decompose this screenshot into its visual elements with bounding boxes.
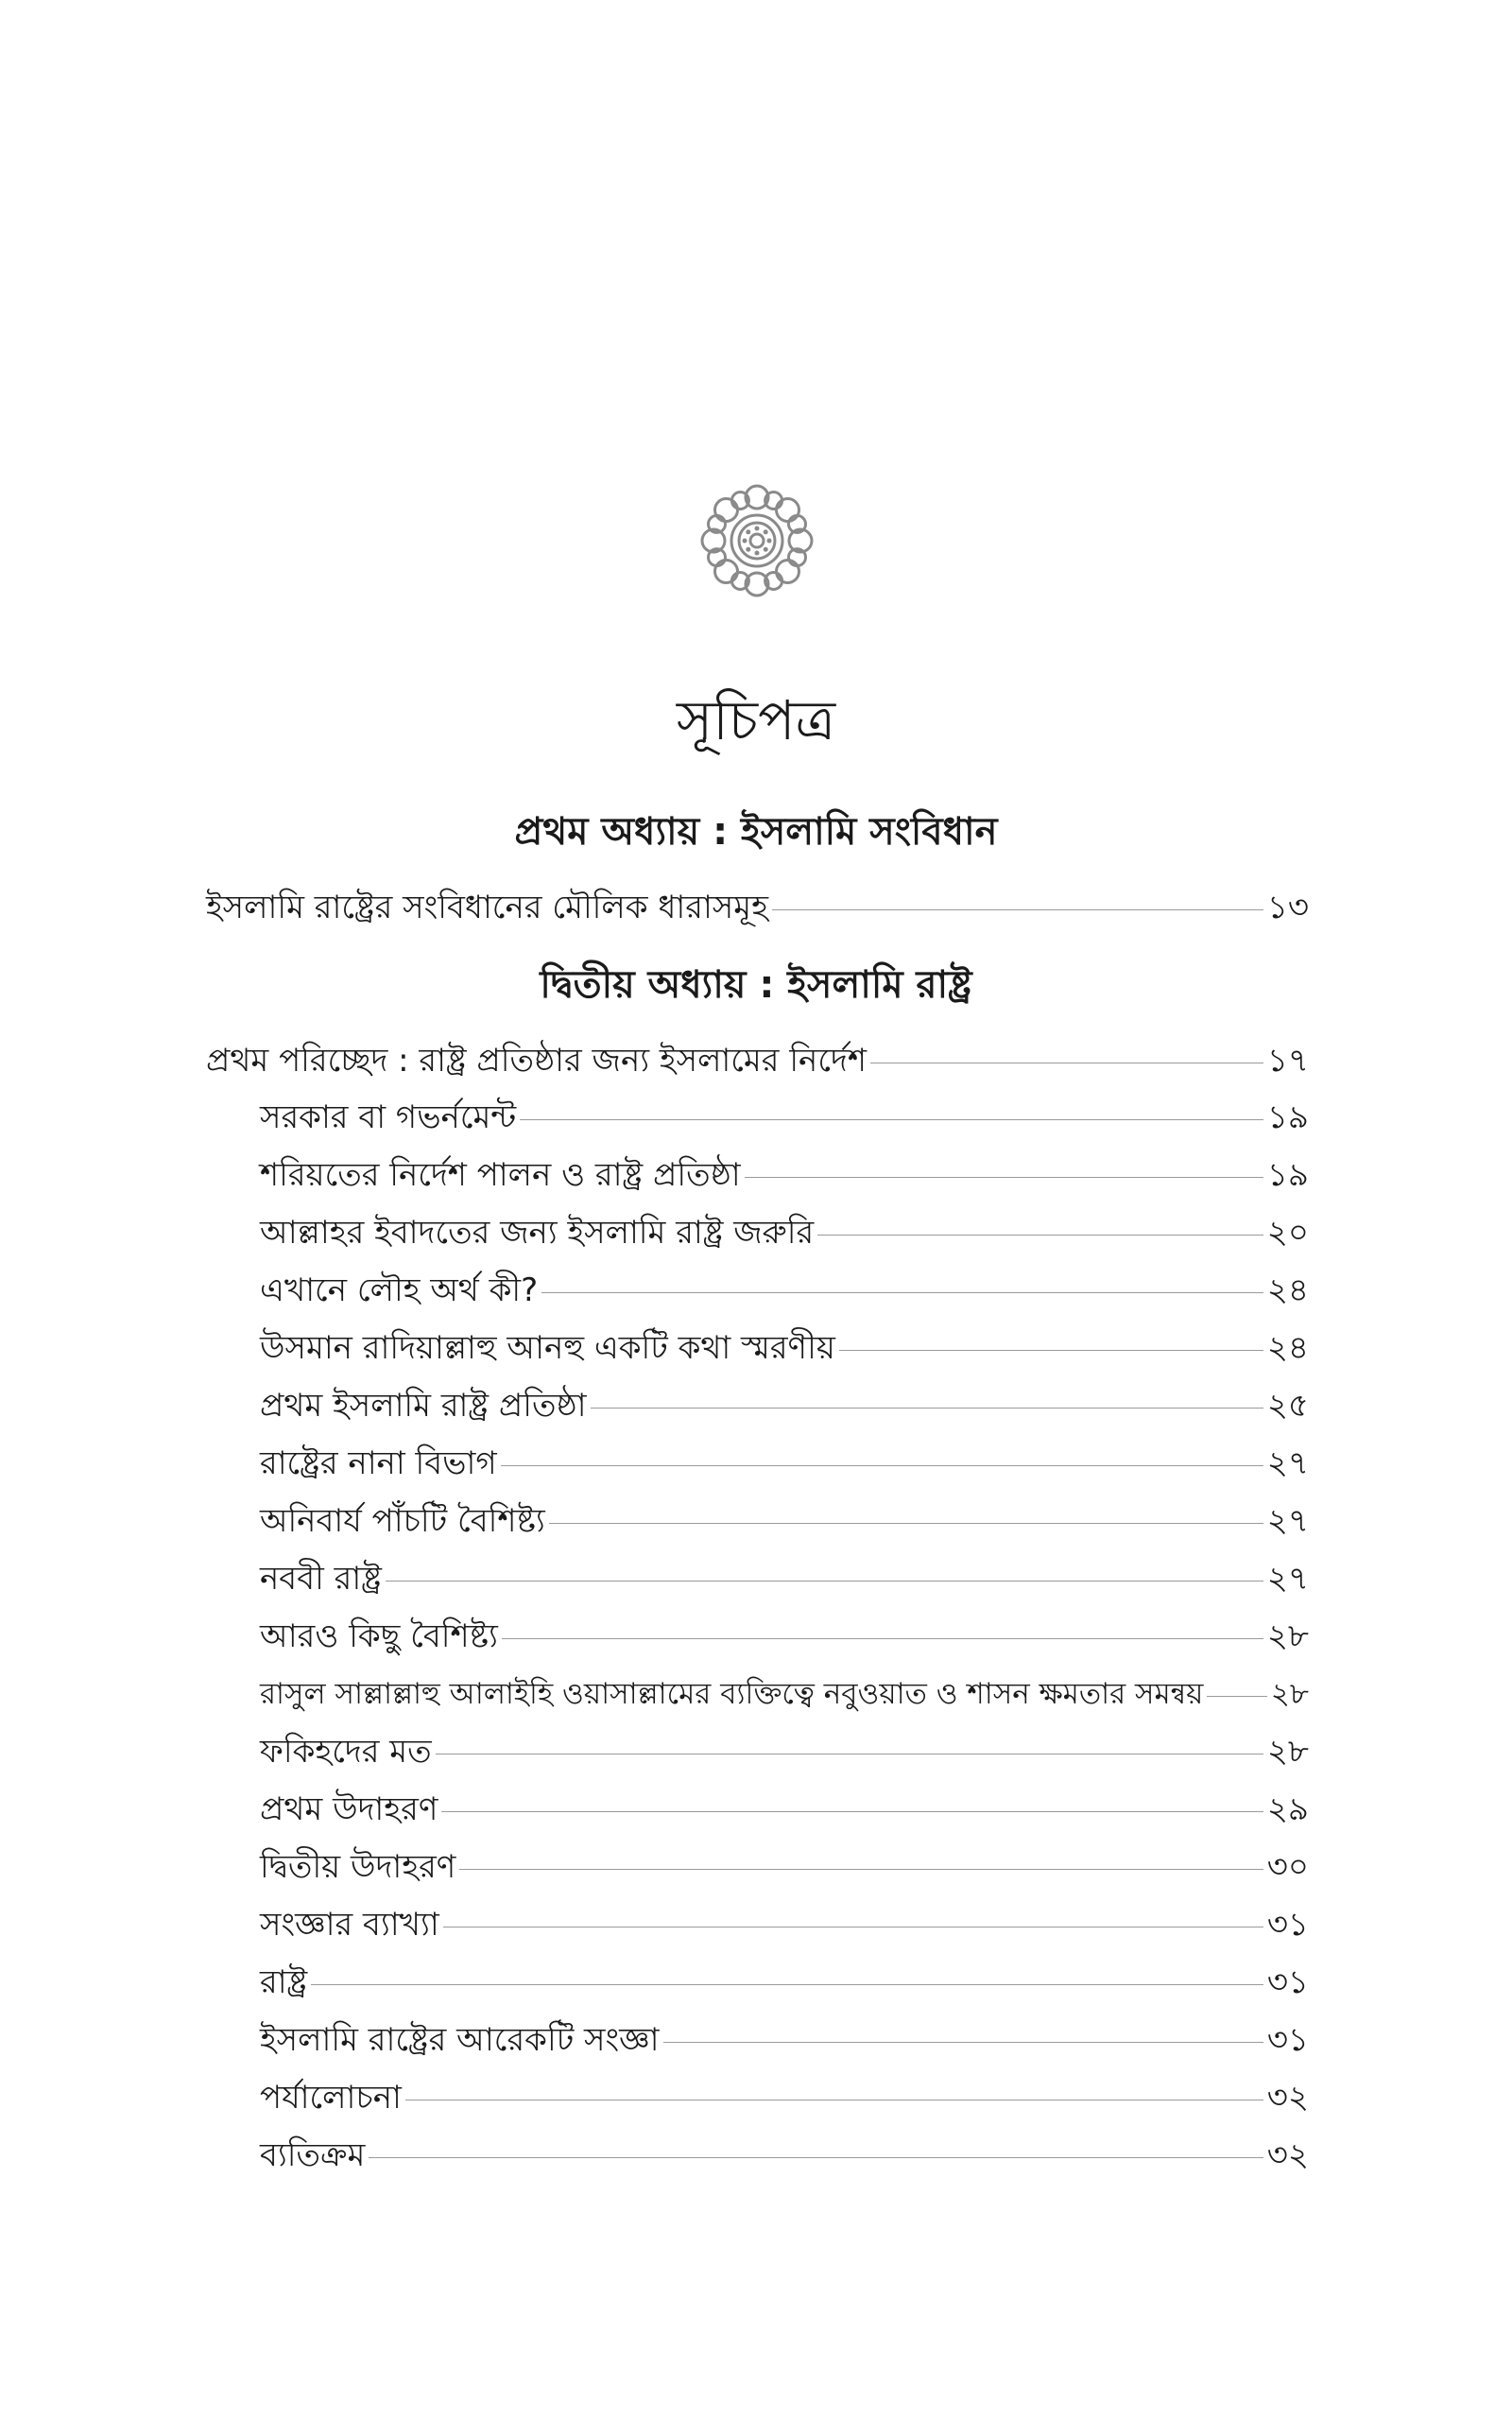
toc-entry-label: প্রথম উদাহরণ <box>260 1790 438 1828</box>
toc-page-number: ৩১ <box>1266 1963 1309 2001</box>
toc-entry[interactable] <box>260 2017 1309 2063</box>
toc-entry[interactable] <box>260 1556 1309 1601</box>
dot-leader <box>369 2157 1263 2158</box>
dot-leader <box>501 1465 1263 1466</box>
toc-entry-label: পর্যালোচনা <box>260 2079 402 2117</box>
toc-entry[interactable] <box>260 2075 1309 2120</box>
toc-page-number: ২৪ <box>1266 1271 1309 1309</box>
dot-leader <box>441 1811 1263 1812</box>
dot-leader <box>591 1408 1263 1409</box>
toc-entry[interactable] <box>260 1152 1309 1198</box>
dot-leader <box>745 1177 1263 1178</box>
toc-entry[interactable] <box>260 1729 1309 1774</box>
toc-entry-label: ফকিহদের মত <box>260 1733 432 1771</box>
toc-entry[interactable] <box>206 1038 1309 1083</box>
toc-entry[interactable] <box>260 1325 1309 1371</box>
toc-entry-label: ইসলামি রাষ্ট্রের আরেকটি সংজ্ঞা <box>260 2021 660 2059</box>
toc-page-number: ৩০ <box>1266 1848 1309 1886</box>
toc-entry-label: ইসলামি রাষ্ট্রের সংবিধানের মৌলিক ধারাসমূহ <box>206 889 769 926</box>
toc-page-number: ২৯ <box>1266 1790 1309 1828</box>
toc-page-number: ১৩ <box>1266 889 1309 926</box>
toc-entry-label: নববী রাষ্ট্র <box>260 1560 382 1598</box>
dot-leader <box>772 909 1263 910</box>
dot-leader <box>549 1523 1263 1524</box>
toc-page-number: ১৯ <box>1266 1156 1309 1194</box>
floral-ornament-icon <box>696 480 817 601</box>
dot-leader <box>839 1350 1263 1351</box>
toc-page-number: ৩২ <box>1266 2079 1309 2117</box>
dot-leader <box>520 1119 1263 1120</box>
toc-entry[interactable] <box>260 1268 1309 1313</box>
toc-page-number: ২৮ <box>1270 1677 1309 1711</box>
toc-page-number: ২৮ <box>1266 1617 1309 1655</box>
toc-entry[interactable] <box>260 1614 1309 1659</box>
page-title: সূচিপত্র <box>676 688 836 752</box>
dot-leader <box>502 1638 1263 1639</box>
toc-entry-label: উসমান রাদিয়াল্লাহু আনহু একটি কথা স্মরণীয় <box>260 1329 835 1367</box>
dot-leader <box>386 1581 1263 1582</box>
dot-leader <box>663 2042 1263 2043</box>
toc-page-number: ৩১ <box>1266 1906 1309 1944</box>
dot-leader <box>817 1235 1263 1236</box>
toc-page-number: ২৭ <box>1266 1444 1309 1482</box>
toc-entry-label: অনিবার্য পাঁচটি বৈশিষ্ট্য <box>260 1502 545 1540</box>
toc-page-number: ২৮ <box>1266 1733 1309 1771</box>
dot-leader <box>311 1984 1263 1985</box>
toc-entry-label: সংজ্ঞার ব্যাখ্যা <box>260 1906 439 1944</box>
toc-entry[interactable] <box>260 1787 1309 1832</box>
toc-page-number: ২৪ <box>1266 1329 1309 1367</box>
toc-entry-label: এখানে লৌহ অর্থ কী? <box>260 1271 539 1309</box>
toc-entry-label: প্রথম পরিচ্ছেদ : রাষ্ট্র প্রতিষ্ঠার জন্য ইসলামের নির্দেশ <box>206 1042 867 1080</box>
toc-page-number: ২৭ <box>1266 1560 1309 1598</box>
toc-entry-label: রাসুল সাল্লাল্লাহু আলাইহি ওয়াসাল্লামের ব্যক্তিত্বে নবুওয়াত ও শাসন ক্ষমতার সমন্বয় <box>260 1677 1204 1711</box>
toc-entry[interactable] <box>260 1844 1309 1890</box>
toc-page-number: ৩২ <box>1266 2136 1309 2174</box>
toc-entry-label: রাষ্ট্রের নানা বিভাগ <box>260 1444 497 1482</box>
toc-entry-label: রাষ্ট্র <box>260 1963 308 2001</box>
toc-entry-label: আল্লাহর ইবাদতের জন্য ইসলামি রাষ্ট্র জরুরি <box>260 1214 815 1252</box>
toc-entry[interactable] <box>260 1902 1309 1947</box>
toc-entry-label: আরও কিছু বৈশিষ্ট্য <box>260 1617 498 1655</box>
toc-entry-label: প্রথম ইসলামি রাষ্ট্র প্রতিষ্ঠা <box>260 1387 587 1425</box>
toc-entry[interactable] <box>260 1960 1309 2005</box>
toc-entry[interactable] <box>260 1671 1309 1717</box>
toc-page-number: ৩১ <box>1266 2021 1309 2059</box>
toc-entry-label: শরিয়তের নির্দেশ পালন ও রাষ্ট্র প্রতিষ্ঠা <box>260 1156 741 1194</box>
toc-page-number: ২০ <box>1266 1214 1309 1252</box>
toc-entry[interactable] <box>260 1383 1309 1428</box>
toc-page-number: ২৭ <box>1266 1502 1309 1540</box>
toc-entry[interactable] <box>260 1441 1309 1486</box>
chapter-heading-2: দ্বিতীয় অধ্যায় : ইসলামি রাষ্ট্র <box>540 963 972 1007</box>
dot-leader <box>1207 1696 1266 1697</box>
dot-leader <box>541 1292 1263 1293</box>
toc-page-number: ১৯ <box>1266 1098 1309 1136</box>
chapter-heading-1: প্রথম অধ্যায় : ইসলামি সংবিধান <box>514 810 998 854</box>
toc-entry[interactable] <box>260 1498 1309 1544</box>
toc-entry[interactable] <box>260 1095 1309 1140</box>
toc-page-number: ১৭ <box>1266 1042 1309 1080</box>
toc-entry-label: সরকার বা গভর্নমেন্ট <box>260 1098 517 1136</box>
toc-entry[interactable] <box>206 885 1309 930</box>
toc-entry[interactable] <box>260 2133 1309 2178</box>
toc-entry[interactable] <box>260 1210 1309 1255</box>
toc-page-number: ২৫ <box>1266 1387 1309 1425</box>
toc-entry-label: দ্বিতীয় উদাহরণ <box>260 1848 456 1886</box>
dot-leader <box>459 1869 1263 1870</box>
toc-entry-label: ব্যতিক্রম <box>260 2136 366 2174</box>
